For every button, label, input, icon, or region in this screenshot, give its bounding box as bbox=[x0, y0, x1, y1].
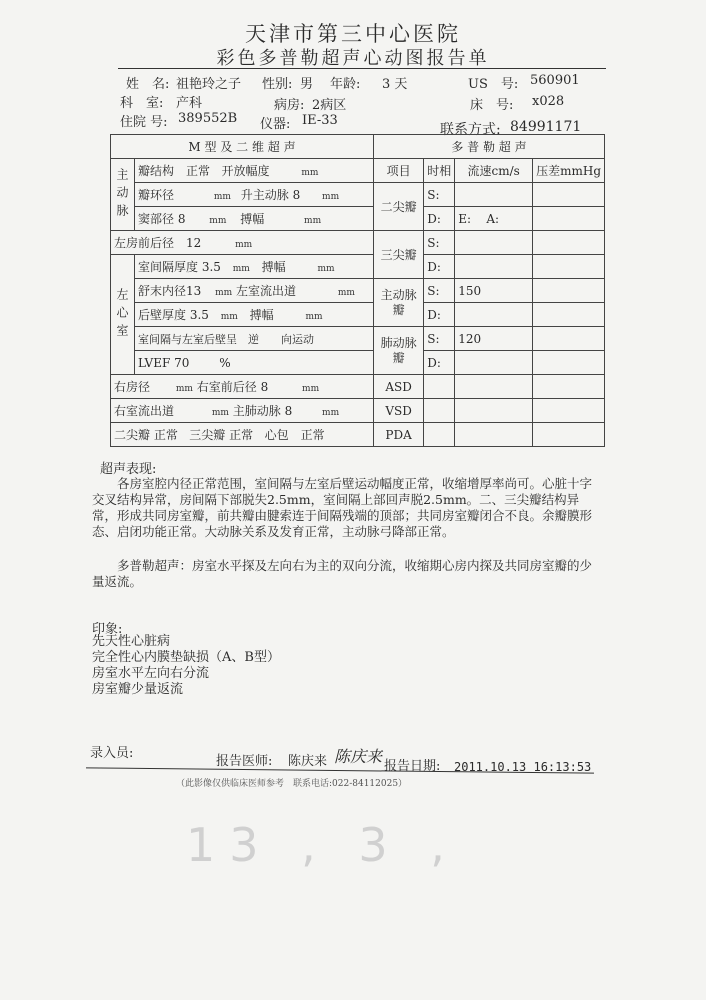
patient-id: 560901 bbox=[530, 73, 580, 88]
findings-label: 超声表现: bbox=[100, 462, 157, 477]
tricuspid-label: 三尖瓣 bbox=[374, 231, 424, 279]
findings-paragraph-1: 各房室腔内径正常范围，室间隔与左室后壁运动幅度正常，收缩增厚率尚可。心脏十字交叉结构异常，房间隔下部脱失2.5mm，室间隔上部回声脱2.5mm。二、三尖瓣结构异常，形成共同房室瓣，前共瓣由腱索连于间隔残端的顶部；共同房室瓣闭合不良。余瓣膜形态、启闭功能正常。大动脉关系及发育正常，主动脉弓降部正常。 bbox=[92, 476, 593, 539]
patient-gender: 男 bbox=[300, 77, 314, 92]
tricuspid-S-phase: S: bbox=[424, 231, 455, 255]
doppler-table bbox=[373, 134, 605, 447]
row-ivs: 室间隔厚度 3.5 mm 搏幅 mm bbox=[135, 255, 374, 279]
dept-label: 科 室: bbox=[120, 96, 164, 111]
device-label: 仪器: bbox=[260, 117, 291, 132]
ward-label: 病房: bbox=[274, 98, 305, 113]
aortic-S-velocity: 150 bbox=[455, 279, 533, 303]
patient-contact: 84991171 bbox=[510, 119, 582, 135]
row-wall-motion: 室间隔与左室后壁呈 逆 向运动 bbox=[135, 327, 374, 351]
gender-label: 性别: bbox=[262, 77, 293, 92]
report-date-label: 报告日期: bbox=[384, 759, 441, 774]
patient-bed: x028 bbox=[532, 94, 565, 109]
hospital-name: 天津市第三中心医院 bbox=[245, 22, 461, 46]
asd-label: ASD bbox=[374, 375, 424, 399]
bed-label: 床 号: bbox=[470, 98, 514, 113]
pda-label: PDA bbox=[374, 423, 424, 447]
report-date: 2011.10.13 16:13:53 bbox=[454, 760, 592, 774]
row-lvedd: 舒末内径13 mm 左室流出道 mm bbox=[135, 279, 374, 303]
id-label: US 号: bbox=[468, 77, 519, 92]
row-lvpw: 后壁厚度 3.5 mm 搏幅 mm bbox=[135, 303, 374, 327]
patient-admission: 389552B bbox=[178, 111, 238, 126]
row-valves-pericardium: 二尖瓣 正常 三尖瓣 正常 心包 正常 bbox=[111, 423, 374, 447]
aortic-S-phase: S: bbox=[424, 279, 455, 303]
col-velocity: 流速cm/s bbox=[455, 159, 533, 183]
header-divider bbox=[118, 68, 606, 69]
report-title: 彩色多普勒超声心动图报告单 bbox=[216, 48, 490, 69]
aorta-group-label: 主动脉 bbox=[111, 159, 135, 231]
findings-paragraph-2: 多普勒超声：房室水平探及左向右为主的双向分流，收缩期心房内探及共同房室瓣的少量返流。 bbox=[92, 558, 593, 589]
patient-age: 3 天 bbox=[382, 77, 408, 92]
col-item: 项目 bbox=[374, 159, 424, 183]
aortic-label: 主动脉瓣 bbox=[374, 279, 424, 327]
impression-line: 完全性心内膜垫缺损（A、B型） bbox=[92, 650, 280, 665]
pulmonary-S-phase: S: bbox=[424, 327, 455, 351]
row-valve-structure: 瓣结构 正常 开放幅度 mm bbox=[135, 159, 374, 183]
impression-line: 房室水平左向右分流 bbox=[92, 666, 210, 681]
row-lvef: LVEF 70 % bbox=[135, 351, 374, 375]
patient-name: 祖艳玲之子 bbox=[176, 77, 242, 92]
mitral-S-phase: S: bbox=[424, 183, 455, 207]
impression-line: 先天性心脏病 bbox=[92, 634, 171, 649]
patient-device: IE-33 bbox=[302, 113, 338, 128]
tricuspid-D-phase: D: bbox=[424, 255, 455, 279]
mitral-EA: E: A: bbox=[455, 207, 533, 231]
bleed-through-mark: 13 , 3 , bbox=[186, 818, 459, 872]
row-la-diameter: 左房前后径 12 mm bbox=[111, 231, 374, 255]
impression-line: 房室瓣少量返流 bbox=[92, 682, 184, 697]
recorder-label: 录入员: bbox=[90, 746, 134, 761]
pulmonary-D-phase: D: bbox=[424, 351, 455, 375]
row-ra: 右房径 mm 右室前后径 8 mm bbox=[111, 375, 374, 399]
doctor-signature: 陈庆来 bbox=[334, 747, 383, 766]
row-sinus: 窦部径 8 mm 搏幅 mm bbox=[135, 207, 374, 231]
name-label: 姓 名: bbox=[126, 77, 170, 92]
contact-label: 联系方式: bbox=[440, 122, 501, 138]
mitral-label: 二尖瓣 bbox=[374, 183, 424, 231]
age-label: 年龄: bbox=[330, 77, 361, 92]
row-annulus: 瓣环径 mm 升主动脉 8 mm bbox=[135, 183, 374, 207]
mmode-table bbox=[110, 134, 374, 447]
patient-ward: 2病区 bbox=[312, 98, 347, 113]
doctor-name: 陈庆来 bbox=[288, 754, 328, 769]
doctor-label: 报告医师: bbox=[216, 754, 273, 769]
mmode-header: M 型 及 二 维 超 声 bbox=[111, 135, 374, 159]
lv-group-label: 左心室 bbox=[111, 255, 135, 375]
pulmonary-S-velocity: 120 bbox=[455, 327, 533, 351]
row-rvot: 右室流出道 mm 主肺动脉 8 mm bbox=[111, 399, 374, 423]
col-pressure: 压差mmHg bbox=[533, 159, 605, 183]
impression-label: 印象: bbox=[92, 622, 123, 637]
patient-dept: 产科 bbox=[176, 96, 203, 111]
vsd-label: VSD bbox=[374, 399, 424, 423]
pulmonary-label: 肺动脉瓣 bbox=[374, 327, 424, 375]
impression-list bbox=[92, 634, 392, 698]
mitral-D-phase: D: bbox=[424, 207, 455, 231]
col-phase: 时相 bbox=[424, 159, 455, 183]
admission-label: 住院 号: bbox=[120, 115, 168, 130]
aortic-D-phase: D: bbox=[424, 303, 455, 327]
footer-note: （此影像仅供临床医师参考 联系电话:022-84112025） bbox=[176, 779, 408, 789]
doppler-header: 多 普 勒 超 声 bbox=[374, 135, 605, 159]
